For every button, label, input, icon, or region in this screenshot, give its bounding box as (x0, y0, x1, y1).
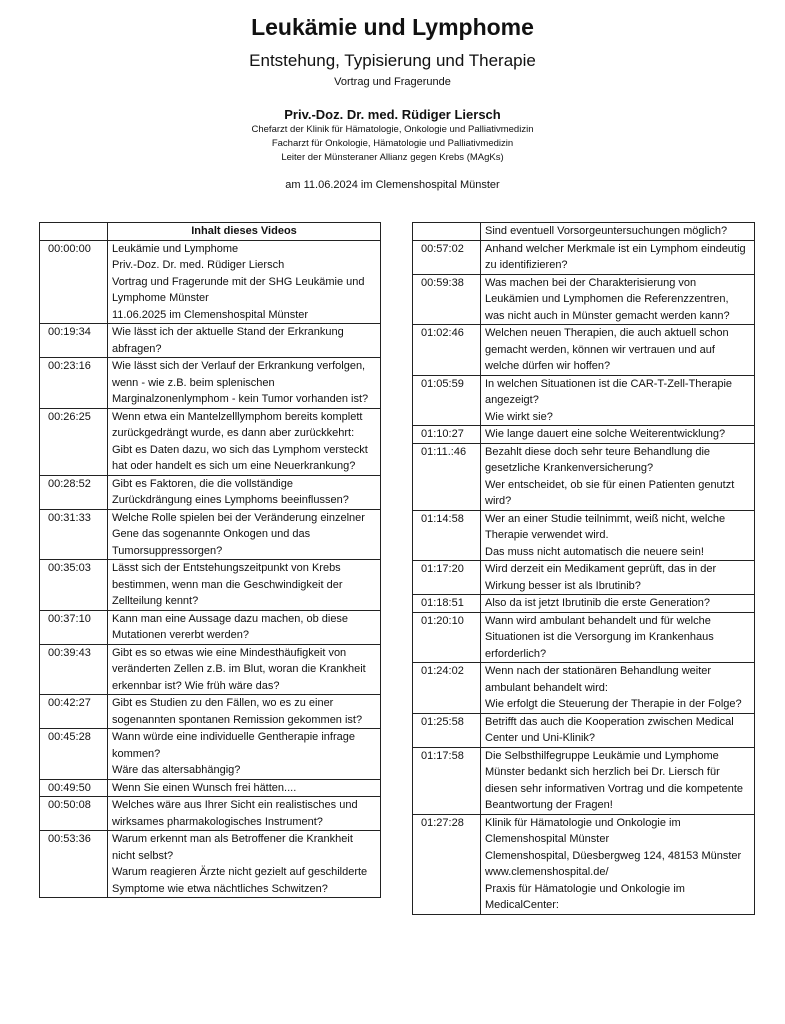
document-title: Leukämie und Lymphome (251, 14, 534, 40)
timestamp-cell: 00:31:33 (40, 509, 108, 560)
timestamp-cell: 00:45:28 (40, 729, 108, 780)
table-row (40, 560, 381, 611)
speaker-role: Chefarzt der Klinik für Hämatologie, Onkologie und Palliativmedizin (251, 124, 534, 135)
topic-cell: Wird derzeit ein Medikament geprüft, das in der Wirkung besser ist als Ibrutinib? (481, 561, 755, 595)
table-row (413, 814, 755, 914)
document-subtitle: Entstehung, Typisierung und Therapie (249, 51, 536, 70)
table-row (413, 663, 755, 714)
timestamp-cell: 00:00:00 (40, 240, 108, 324)
topic-cell: Gibt es so etwas wie eine Mindesthäufigkeit von veränderten Zellen z.B. im Blut, woran die Krankheit erkennbar ist? Wie früh wäre das? (108, 644, 381, 695)
table-row (40, 475, 381, 509)
table-row (413, 443, 755, 510)
topic-cell: Gibt es Studien zu den Fällen, wo es zu einer sogenannten spontanen Remission gekommen ist? (108, 695, 381, 729)
topic-cell: Was machen bei der Charakterisierung von Leukämien und Lymphomen die Referenzzentren, was nicht auch in Münster gemacht werden kann? (481, 274, 755, 325)
timestamp-cell: 00:59:38 (413, 274, 481, 325)
topic-cell: Anhand welcher Merkmale ist ein Lymphom eindeutig zu identifizieren? (481, 240, 755, 274)
topic-cell: Wann wird ambulant behandelt und für welche Situationen ist die Versorgung im Krankenhaus erforderlich? (481, 612, 755, 663)
topic-cell: Betrifft das auch die Kooperation zwischen Medical Center und Uni-Klinik? (481, 713, 755, 747)
topic-cell: Leukämie und Lymphome Priv.-Doz. Dr. med. Rüdiger Liersch Vortrag und Fragerunde mit der SHG Leukämie und Lymphome Münster 11.06.2025 im Clemenshospital Münster (108, 240, 381, 324)
contents-table-body (413, 223, 755, 915)
timestamp-cell: 00:39:43 (40, 644, 108, 695)
speaker-role: Leiter der Münsteraner Allianz gegen Krebs (MAgKs) (281, 152, 504, 163)
table-row (413, 595, 755, 613)
table-row (40, 408, 381, 475)
timestamp-cell: 01:27:28 (413, 814, 481, 914)
topic-cell: Klinik für Hämatologie und Onkologie im Clemenshospital Münster Clemenshospital, Düesbergweg 124, 48153 Münster www.clemenshospital.de/ Praxis für Hämatologie und Onkologie im MedicalCenter: (481, 814, 755, 914)
contents-table-left (39, 222, 381, 898)
table-row (413, 375, 755, 426)
table-row (40, 797, 381, 831)
timestamp-cell: 00:19:34 (40, 324, 108, 358)
timestamp-cell: 00:26:25 (40, 408, 108, 475)
event-format: Vortrag und Fragerunde (334, 76, 451, 88)
table-row (413, 713, 755, 747)
timestamp-cell (413, 223, 481, 241)
table-row (413, 747, 755, 814)
table-row (413, 325, 755, 376)
topic-cell: Warum erkennt man als Betroffener die Krankheit nicht selbst? Warum reagieren Ärzte nicht gezielt auf geschilderte Symptome wie etwa nächtliches Schwitzen? (108, 831, 381, 898)
speaker-name: Priv.-Doz. Dr. med. Rüdiger Liersch (284, 107, 501, 122)
topic-cell: Wann würde eine individuelle Gentherapie infrage kommen? Wäre das altersabhängig? (108, 729, 381, 780)
contents-table-body (40, 240, 381, 898)
speaker-role: Facharzt für Onkologie, Hämatologie und Palliativmedizin (271, 138, 514, 149)
table-row (40, 240, 381, 324)
timestamp-cell: 01:05:59 (413, 375, 481, 426)
timestamp-cell: 01:02:46 (413, 325, 481, 376)
timestamp-cell: 00:53:36 (40, 831, 108, 898)
timestamp-cell: 01:14:58 (413, 510, 481, 561)
topic-cell: Gibt es Faktoren, die die vollständige Zurückdrängung eines Lymphoms beeinflussen? (108, 475, 381, 509)
topic-cell: Die Selbsthilfegruppe Leukämie und Lymphome Münster bedankt sich herzlich bei Dr. Liersch für diesen sehr informativen Vortrag und die kompetente Beantwortung der Fragen! (481, 747, 755, 814)
table-row (40, 695, 381, 729)
timestamp-cell: 01:20:10 (413, 612, 481, 663)
topic-cell: Kann man eine Aussage dazu machen, ob diese Mutationen vererbt werden? (108, 610, 381, 644)
table-row (40, 779, 381, 797)
timestamp-cell: 00:35:03 (40, 560, 108, 611)
topic-cell: Wie lässt ich der aktuelle Stand der Erkrankung abfragen? (108, 324, 381, 358)
timestamp-cell: 01:25:58 (413, 713, 481, 747)
topic-cell: Also da ist jetzt Ibrutinib die erste Generation? (481, 595, 755, 613)
timestamp-cell: 01:17:58 (413, 747, 481, 814)
timestamp-cell: 01:11.:46 (413, 443, 481, 510)
table-row (40, 831, 381, 898)
table-row (40, 610, 381, 644)
table-row (413, 240, 755, 274)
topic-cell: Lässt sich der Entstehungszeitpunkt von Krebs bestimmen, wenn man die Geschwindigkeit der Zellteilung kennt? (108, 560, 381, 611)
topic-cell: Wie lange dauert eine solche Weiterentwicklung? (481, 426, 755, 444)
table-header-row (40, 223, 381, 241)
table-row (413, 274, 755, 325)
table-row (40, 324, 381, 358)
timestamp-cell: 01:10:27 (413, 426, 481, 444)
timestamp-cell: 01:24:02 (413, 663, 481, 714)
topic-cell: Wer an einer Studie teilnimmt, weiß nicht, welche Therapie verwendet wird. Das muss nicht automatisch die neuere sein! (481, 510, 755, 561)
timestamp-cell: 01:17:20 (413, 561, 481, 595)
timestamp-cell: 01:18:51 (413, 595, 481, 613)
topic-cell: Wenn Sie einen Wunsch frei hätten.... (108, 779, 381, 797)
timestamp-cell: 00:42:27 (40, 695, 108, 729)
topic-cell: In welchen Situationen ist die CAR-T-Zell-Therapie angezeigt? Wie wirkt sie? (481, 375, 755, 426)
table-row (40, 509, 381, 560)
contents-table-right (412, 222, 755, 915)
topic-cell: Welchen neuen Therapien, die auch aktuell schon gemacht werden, können wir vertrauen und auf welche dürfen wir hoffen? (481, 325, 755, 376)
table-row (413, 426, 755, 444)
table-row (40, 358, 381, 409)
timestamp-cell: 00:28:52 (40, 475, 108, 509)
contents-heading: Inhalt dieses Videos (108, 223, 381, 241)
topic-cell: Welches wäre aus Ihrer Sicht ein realistisches und wirksames pharmakologisches Instrument? (108, 797, 381, 831)
table-row (413, 510, 755, 561)
table-row (413, 612, 755, 663)
table-row (40, 729, 381, 780)
topic-cell: Wenn nach der stationären Behandlung weiter ambulant behandelt wird: Wie erfolgt die Steuerung der Therapie in der Folge? (481, 663, 755, 714)
timestamp-cell: 00:57:02 (413, 240, 481, 274)
time-header-cell (40, 223, 108, 241)
timestamp-cell: 00:50:08 (40, 797, 108, 831)
topic-cell: Sind eventuell Vorsorgeuntersuchungen möglich? (481, 223, 755, 241)
timestamp-cell: 00:37:10 (40, 610, 108, 644)
table-row (40, 644, 381, 695)
table-row (413, 223, 755, 241)
timestamp-cell: 00:49:50 (40, 779, 108, 797)
event-date: am 11.06.2024 im Clemenshospital Münster (285, 179, 500, 191)
timestamp-cell: 00:23:16 (40, 358, 108, 409)
topic-cell: Welche Rolle spielen bei der Veränderung einzelner Gene das sogenannte Onkogen und das Tumorsuppressorgen? (108, 509, 381, 560)
topic-cell: Wenn etwa ein Mantelzelllymphom bereits komplett zurückgedrängt wurde, es dann aber zurückkehrt: Gibt es Daten dazu, wo sich das Lymphom versteckt hat oder handelt es sich um eine Neuerkrankung? (108, 408, 381, 475)
topic-cell: Bezahlt diese doch sehr teure Behandlung die gesetzliche Krankenversicherung? Wer entscheidet, ob sie für einen Patienten genutzt wird? (481, 443, 755, 510)
topic-cell: Wie lässt sich der Verlauf der Erkrankung verfolgen, wenn - wie z.B. beim splenischen Marginalzonenlymphom - kein Tumor vorhanden ist? (108, 358, 381, 409)
table-row (413, 561, 755, 595)
